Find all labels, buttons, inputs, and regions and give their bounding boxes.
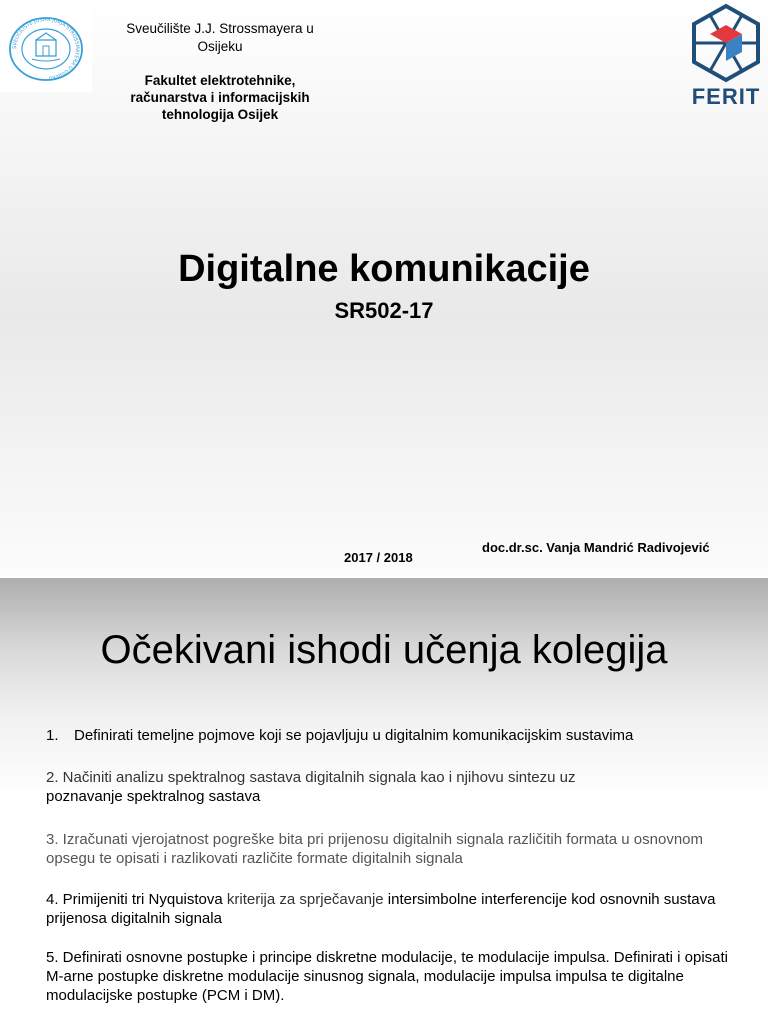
outcome-4-part-2: kriterija za sprječavanje	[222, 891, 388, 908]
outcomes-title: Očekivani ishodi učenja kolegija	[100, 628, 668, 672]
outcome-4-part-1: 4. Primijeniti tri Nyquistova	[46, 891, 223, 908]
outcome-4-part-3: intersimbolne interferencije kod osnovnih sustava prijenosa digitalnih signala	[46, 891, 716, 927]
university-seal-box	[0, 0, 92, 92]
outcome-2-line-2: poznavanje spektralnog sastava	[46, 788, 261, 805]
course-title: Digitalne komunikacije	[178, 248, 590, 290]
course-code: SR502-17	[334, 298, 434, 323]
ferit-logo-icon	[684, 2, 768, 84]
seal-text: SVEUČILIŠTE JOSIPA JURJA STROSSMAYERA U OSIJEKU	[11, 16, 81, 81]
faculty-name: Fakultet elektrotehnike, računarstva i informacijskih tehnologija Osijek	[130, 73, 310, 122]
university-seal-icon	[8, 16, 84, 82]
outcome-item-3: 3. Izračunati vjerojatnost pogreške bita pri prijenosu digitalnih signala različitih formata u osnovnom opsegu te opisati i razlikovati različite formate digitalnih signala	[46, 831, 704, 867]
outcome-item-1	[46, 726, 736, 745]
academic-year: 2017 / 2018	[344, 550, 413, 565]
outcome-item-5: 5. Definirati osnovne postupke i principe diskretne modulacije, te modulacije impulsa. Definirati i opisati M-arne postupke diskretne modulacije sinusnog signala, modulacije impulsa impulsa te digitalne modulacijske postupke (PCM i DM).	[46, 949, 729, 1004]
outcome-item-2	[46, 768, 736, 806]
outcome-1-number: 1.	[46, 727, 59, 744]
outcome-item-4	[46, 890, 736, 928]
lecturer-name: doc.dr.sc. Vanja Mandrić Radivojević	[482, 540, 710, 555]
outcome-2-line-1: 2. Načiniti analizu spektralnog sastava digitalnih signala kao i njihovu sintezu uz	[46, 769, 576, 786]
university-name: Sveučilište J.J. Strossmayera u Osijeku	[126, 21, 314, 54]
outcomes-slide	[0, 578, 768, 1024]
outcome-1-text: Definirati temeljne pojmove koji se pojavljuju u digitalnim komunikacijskim sustavima	[74, 727, 634, 744]
ferit-logo-text: FERIT	[691, 84, 761, 109]
